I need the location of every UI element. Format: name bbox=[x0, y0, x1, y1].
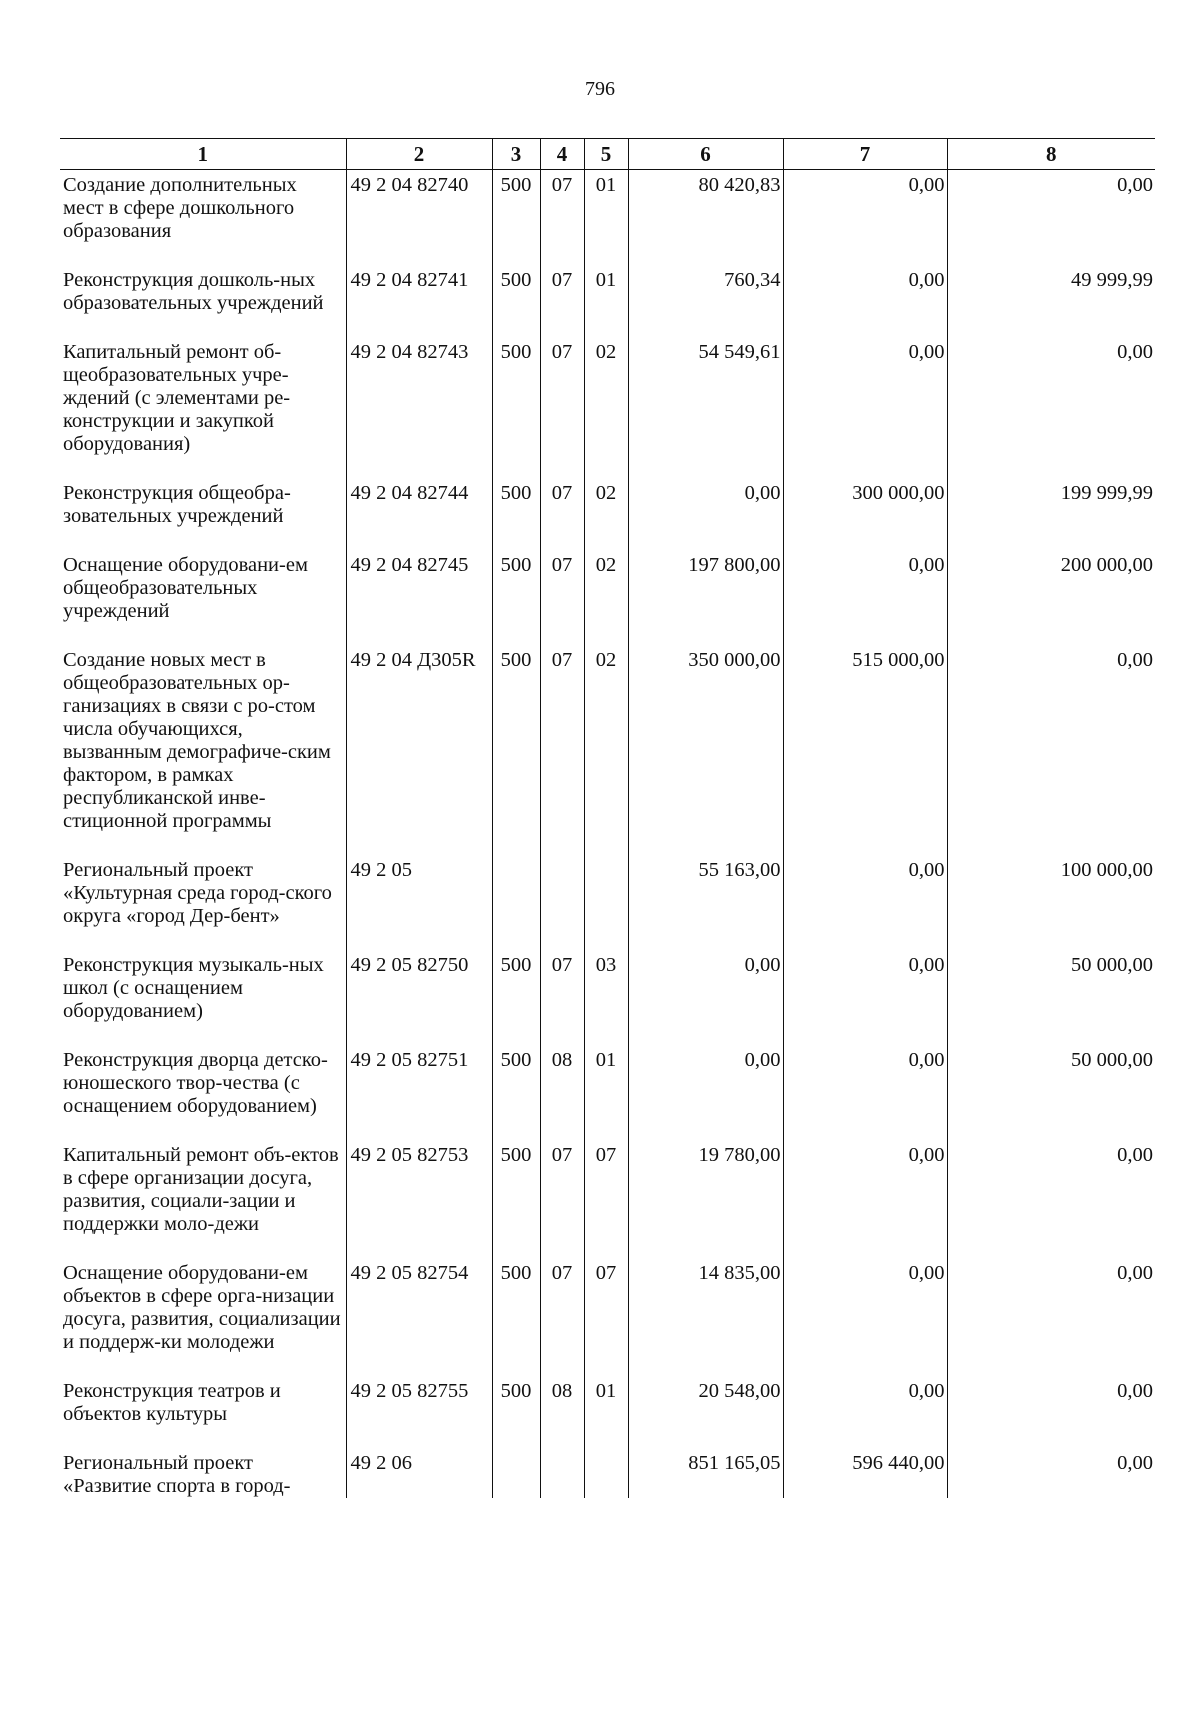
row-value-7: 0,00 bbox=[783, 337, 947, 478]
row-value-8: 200 000,00 bbox=[947, 550, 1155, 645]
row-value-6: 0,00 bbox=[628, 950, 783, 1045]
row-value-8: 50 000,00 bbox=[947, 950, 1155, 1045]
row-value-8: 50 000,00 bbox=[947, 1045, 1155, 1140]
table-row bbox=[60, 645, 1155, 855]
row-col-5: 01 bbox=[584, 1376, 628, 1448]
table-row bbox=[60, 337, 1155, 478]
row-col-4: 07 bbox=[540, 478, 584, 550]
header-col-3: 3 bbox=[492, 139, 540, 170]
row-col-3: 500 bbox=[492, 645, 540, 855]
row-value-7: 0,00 bbox=[783, 265, 947, 337]
row-name: Оснащение оборудовани-ем общеобразовательных учреждений bbox=[63, 554, 308, 622]
row-col-3: 500 bbox=[492, 478, 540, 550]
table-row bbox=[60, 855, 1155, 950]
row-col-5: 01 bbox=[584, 1045, 628, 1140]
row-value-6: 20 548,00 bbox=[628, 1376, 783, 1448]
row-value-6: 14 835,00 bbox=[628, 1258, 783, 1376]
table-row bbox=[60, 950, 1155, 1045]
row-code: 49 2 04 82740 bbox=[346, 170, 492, 266]
row-name: Реконструкция дворца детско-юношеского твор-чества (с оснащением оборудованием) bbox=[63, 1049, 328, 1117]
row-name: Капитальный ремонт об-щеобразовательных учре-ждений (с элементами ре-конструкции и закупкой оборудования) bbox=[63, 341, 291, 455]
header-col-2: 2 bbox=[346, 139, 492, 170]
row-col-5 bbox=[584, 855, 628, 950]
row-col-5: 07 bbox=[584, 1140, 628, 1258]
row-value-8: 100 000,00 bbox=[947, 855, 1155, 950]
row-code: 49 2 04 82741 bbox=[346, 265, 492, 337]
row-col-4: 07 bbox=[540, 950, 584, 1045]
header-col-4: 4 bbox=[540, 139, 584, 170]
row-col-5: 02 bbox=[584, 478, 628, 550]
row-col-3 bbox=[492, 855, 540, 950]
row-value-7: 515 000,00 bbox=[783, 645, 947, 855]
row-col-4 bbox=[540, 855, 584, 950]
header-col-8: 8 bbox=[947, 139, 1155, 170]
row-value-6: 0,00 bbox=[628, 1045, 783, 1140]
table-body bbox=[60, 170, 1155, 1499]
row-name: Реконструкция общеобра-зовательных учреждений bbox=[63, 482, 291, 527]
row-value-6: 197 800,00 bbox=[628, 550, 783, 645]
row-col-4: 07 bbox=[540, 645, 584, 855]
table-row bbox=[60, 1045, 1155, 1140]
row-col-5: 02 bbox=[584, 645, 628, 855]
row-value-6: 350 000,00 bbox=[628, 645, 783, 855]
row-col-3: 500 bbox=[492, 170, 540, 266]
row-value-6: 760,34 bbox=[628, 265, 783, 337]
row-col-3: 500 bbox=[492, 950, 540, 1045]
row-col-3: 500 bbox=[492, 1376, 540, 1448]
row-code: 49 2 05 82751 bbox=[346, 1045, 492, 1140]
row-value-7: 0,00 bbox=[783, 1376, 947, 1448]
row-col-5: 01 bbox=[584, 265, 628, 337]
row-code: 49 2 05 82755 bbox=[346, 1376, 492, 1448]
row-code: 49 2 04 82745 bbox=[346, 550, 492, 645]
row-value-7: 0,00 bbox=[783, 170, 947, 266]
row-value-7: 0,00 bbox=[783, 1258, 947, 1376]
table-header-row bbox=[60, 139, 1155, 170]
table-row bbox=[60, 1448, 1155, 1498]
row-value-6: 851 165,05 bbox=[628, 1448, 783, 1498]
row-code: 49 2 06 bbox=[346, 1448, 492, 1498]
row-name: Создание новых мест в общеобразовательных ор-ганизациях в связи с ро-стом числа обучающихся, вызванным демографиче-ским фактором, в рамках республиканской инве-стиционной программы bbox=[63, 649, 331, 832]
row-name: Региональный проект «Развитие спорта в город- bbox=[63, 1452, 291, 1497]
row-col-5: 01 bbox=[584, 170, 628, 266]
row-value-6: 0,00 bbox=[628, 478, 783, 550]
row-col-4: 07 bbox=[540, 170, 584, 266]
row-name: Реконструкция дошколь-ных образовательных учреждений bbox=[63, 269, 324, 314]
row-code: 49 2 05 82750 bbox=[346, 950, 492, 1045]
row-col-3: 500 bbox=[492, 1045, 540, 1140]
row-code: 49 2 04 82743 bbox=[346, 337, 492, 478]
table-row bbox=[60, 550, 1155, 645]
row-code: 49 2 04 Д305R bbox=[346, 645, 492, 855]
table-row bbox=[60, 1258, 1155, 1376]
row-value-7: 300 000,00 bbox=[783, 478, 947, 550]
row-value-7: 0,00 bbox=[783, 1045, 947, 1140]
row-col-5 bbox=[584, 1448, 628, 1498]
row-value-6: 54 549,61 bbox=[628, 337, 783, 478]
row-value-6: 19 780,00 bbox=[628, 1140, 783, 1258]
row-col-4: 07 bbox=[540, 550, 584, 645]
row-col-4: 08 bbox=[540, 1045, 584, 1140]
table-row bbox=[60, 265, 1155, 337]
row-col-3 bbox=[492, 1448, 540, 1498]
row-name: Реконструкция музыкаль-ных школ (с оснащением оборудованием) bbox=[63, 954, 324, 1022]
row-value-7: 596 440,00 bbox=[783, 1448, 947, 1498]
row-col-3: 500 bbox=[492, 265, 540, 337]
row-value-7: 0,00 bbox=[783, 550, 947, 645]
header-col-1: 1 bbox=[60, 139, 346, 170]
row-value-7: 0,00 bbox=[783, 1140, 947, 1258]
row-value-8: 0,00 bbox=[947, 645, 1155, 855]
row-col-5: 02 bbox=[584, 550, 628, 645]
row-name: Капитальный ремонт объ-ектов в сфере организации досуга, развития, социали-зации и поддержки моло-дежи bbox=[63, 1144, 339, 1235]
row-value-7: 0,00 bbox=[783, 950, 947, 1045]
row-col-4: 07 bbox=[540, 1258, 584, 1376]
header-col-5: 5 bbox=[584, 139, 628, 170]
row-name: Реконструкция театров и объектов культуры bbox=[63, 1380, 281, 1425]
row-code: 49 2 05 82753 bbox=[346, 1140, 492, 1258]
row-col-5: 07 bbox=[584, 1258, 628, 1376]
row-col-4: 07 bbox=[540, 337, 584, 478]
row-col-3: 500 bbox=[492, 1140, 540, 1258]
table-row bbox=[60, 478, 1155, 550]
row-value-8: 0,00 bbox=[947, 1258, 1155, 1376]
row-col-3: 500 bbox=[492, 337, 540, 478]
row-code: 49 2 04 82744 bbox=[346, 478, 492, 550]
row-col-3: 500 bbox=[492, 550, 540, 645]
row-col-5: 03 bbox=[584, 950, 628, 1045]
row-col-5: 02 bbox=[584, 337, 628, 478]
budget-table bbox=[60, 138, 1155, 1498]
table-row bbox=[60, 1140, 1155, 1258]
row-name: Создание дополнительных мест в сфере дошкольного образования bbox=[63, 174, 297, 242]
row-value-7: 0,00 bbox=[783, 855, 947, 950]
row-name: Региональный проект «Культурная среда город-ского округа «город Дер-бент» bbox=[63, 859, 332, 927]
page-number: 796 bbox=[585, 78, 615, 100]
row-name: Оснащение оборудовани-ем объектов в сфере орга-низации досуга, развития, социализации и поддерж-ки молодежи bbox=[63, 1262, 341, 1353]
row-col-4: 07 bbox=[540, 1140, 584, 1258]
row-value-8: 199 999,99 bbox=[947, 478, 1155, 550]
table-row bbox=[60, 1376, 1155, 1448]
header-col-6: 6 bbox=[628, 139, 783, 170]
header-col-7: 7 bbox=[783, 139, 947, 170]
row-col-4: 08 bbox=[540, 1376, 584, 1448]
row-value-8: 0,00 bbox=[947, 1448, 1155, 1498]
row-col-3: 500 bbox=[492, 1258, 540, 1376]
row-value-8: 0,00 bbox=[947, 170, 1155, 266]
row-value-8: 0,00 bbox=[947, 1140, 1155, 1258]
row-col-4: 07 bbox=[540, 265, 584, 337]
table-row bbox=[60, 170, 1155, 266]
row-value-8: 0,00 bbox=[947, 337, 1155, 478]
row-value-8: 49 999,99 bbox=[947, 265, 1155, 337]
row-value-6: 55 163,00 bbox=[628, 855, 783, 950]
row-value-8: 0,00 bbox=[947, 1376, 1155, 1448]
row-value-6: 80 420,83 bbox=[628, 170, 783, 266]
row-code: 49 2 05 bbox=[346, 855, 492, 950]
row-col-4 bbox=[540, 1448, 584, 1498]
row-code: 49 2 05 82754 bbox=[346, 1258, 492, 1376]
